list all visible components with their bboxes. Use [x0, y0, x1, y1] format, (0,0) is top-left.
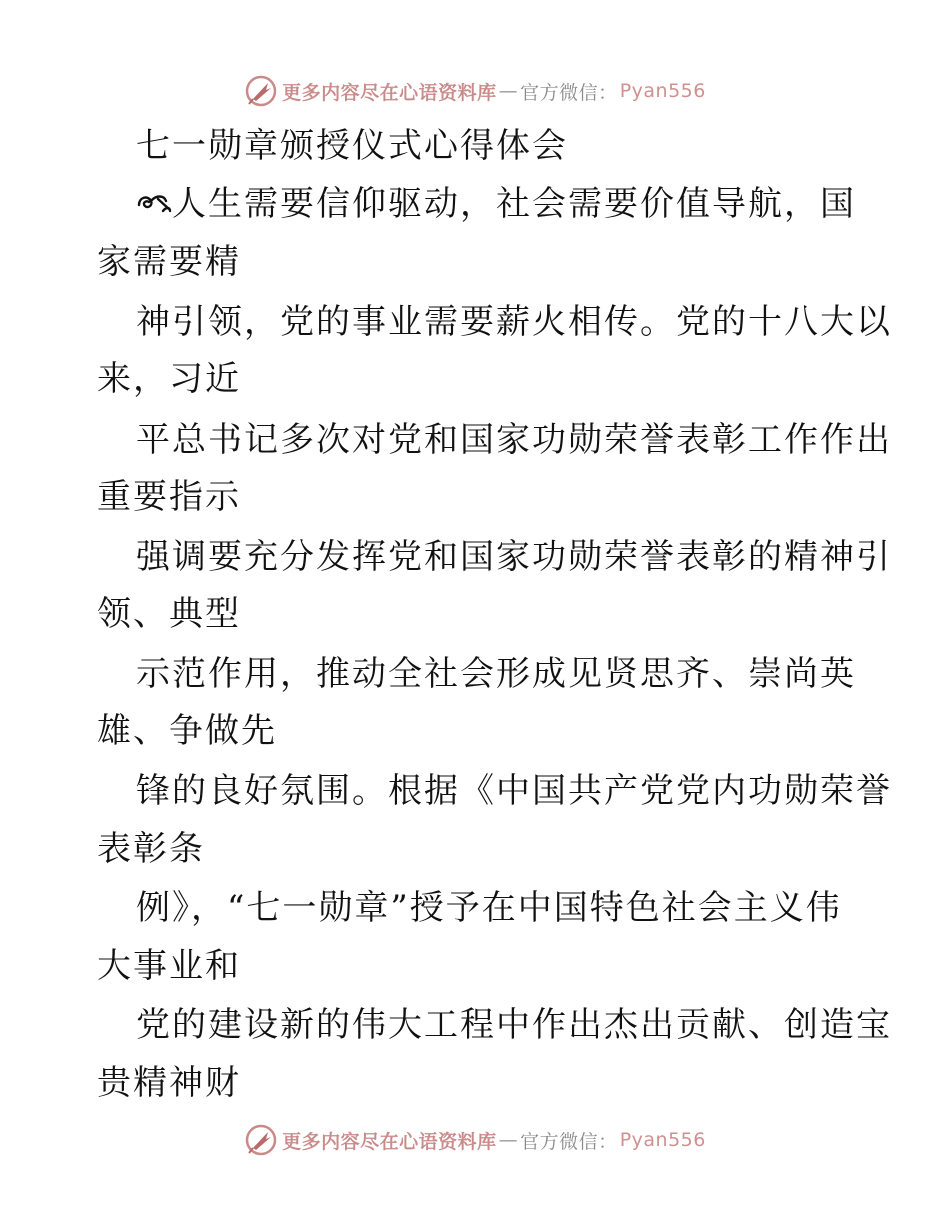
- paragraph-line: 贵精神财: [97, 1063, 241, 1103]
- paragraph-line: 示范作用，推动全社会形成见贤思齐、崇尚英: [136, 654, 856, 694]
- feather-pen-logo-icon: [244, 1123, 278, 1157]
- watermark-label: 官方微信：: [520, 1130, 618, 1153]
- paragraph-line: 领、典型: [97, 594, 241, 634]
- document-title: 七一勋章颁授仪式心得体会: [136, 126, 568, 166]
- paragraph-line: 例》，“七一勋章”授予在中国特色社会主义伟: [136, 888, 842, 928]
- footer-watermark: [0, 1120, 950, 1160]
- paragraph-line: 表彰条: [97, 829, 205, 869]
- paragraph-line: 家需要精: [97, 242, 241, 282]
- header-watermark: [0, 71, 950, 111]
- watermark-wechat-id: Pyan556: [619, 1129, 706, 1151]
- curl-bullet-icon: [136, 189, 172, 217]
- paragraph-line-text: 人生需要信仰驱动，社会需要价值导航，国: [172, 184, 856, 224]
- watermark-dash: —: [498, 1129, 519, 1151]
- paragraph-line: 平总书记多次对党和国家功勋荣誉表彰工作作出: [136, 420, 892, 460]
- watermark-label: 官方微信：: [520, 81, 618, 104]
- feather-pen-logo-icon: [244, 74, 278, 108]
- paragraph-line: 来，习近: [97, 359, 241, 399]
- paragraph-line: 党的建设新的伟大工程中作出杰出贡献、创造宝: [136, 1005, 892, 1045]
- watermark-brand: 更多内容尽在心语资料库: [282, 1130, 497, 1153]
- watermark-wechat-id: Pyan556: [619, 80, 706, 102]
- paragraph-line: 大事业和: [97, 946, 241, 986]
- paragraph-line: 重要指示: [97, 477, 241, 517]
- paragraph-line: 强调要充分发挥党和国家功勋荣誉表彰的精神引: [136, 537, 892, 577]
- paragraph-line: 锋的良好氛围。根据《中国共产党党内功勋荣誉: [136, 771, 892, 811]
- paragraph-line: [136, 184, 856, 224]
- paragraph-line: 神引领，党的事业需要薪火相传。党的十八大以: [136, 302, 892, 342]
- watermark-dash: —: [498, 80, 519, 102]
- paragraph-line: 雄、争做先: [97, 711, 277, 751]
- watermark-brand: 更多内容尽在心语资料库: [282, 81, 497, 104]
